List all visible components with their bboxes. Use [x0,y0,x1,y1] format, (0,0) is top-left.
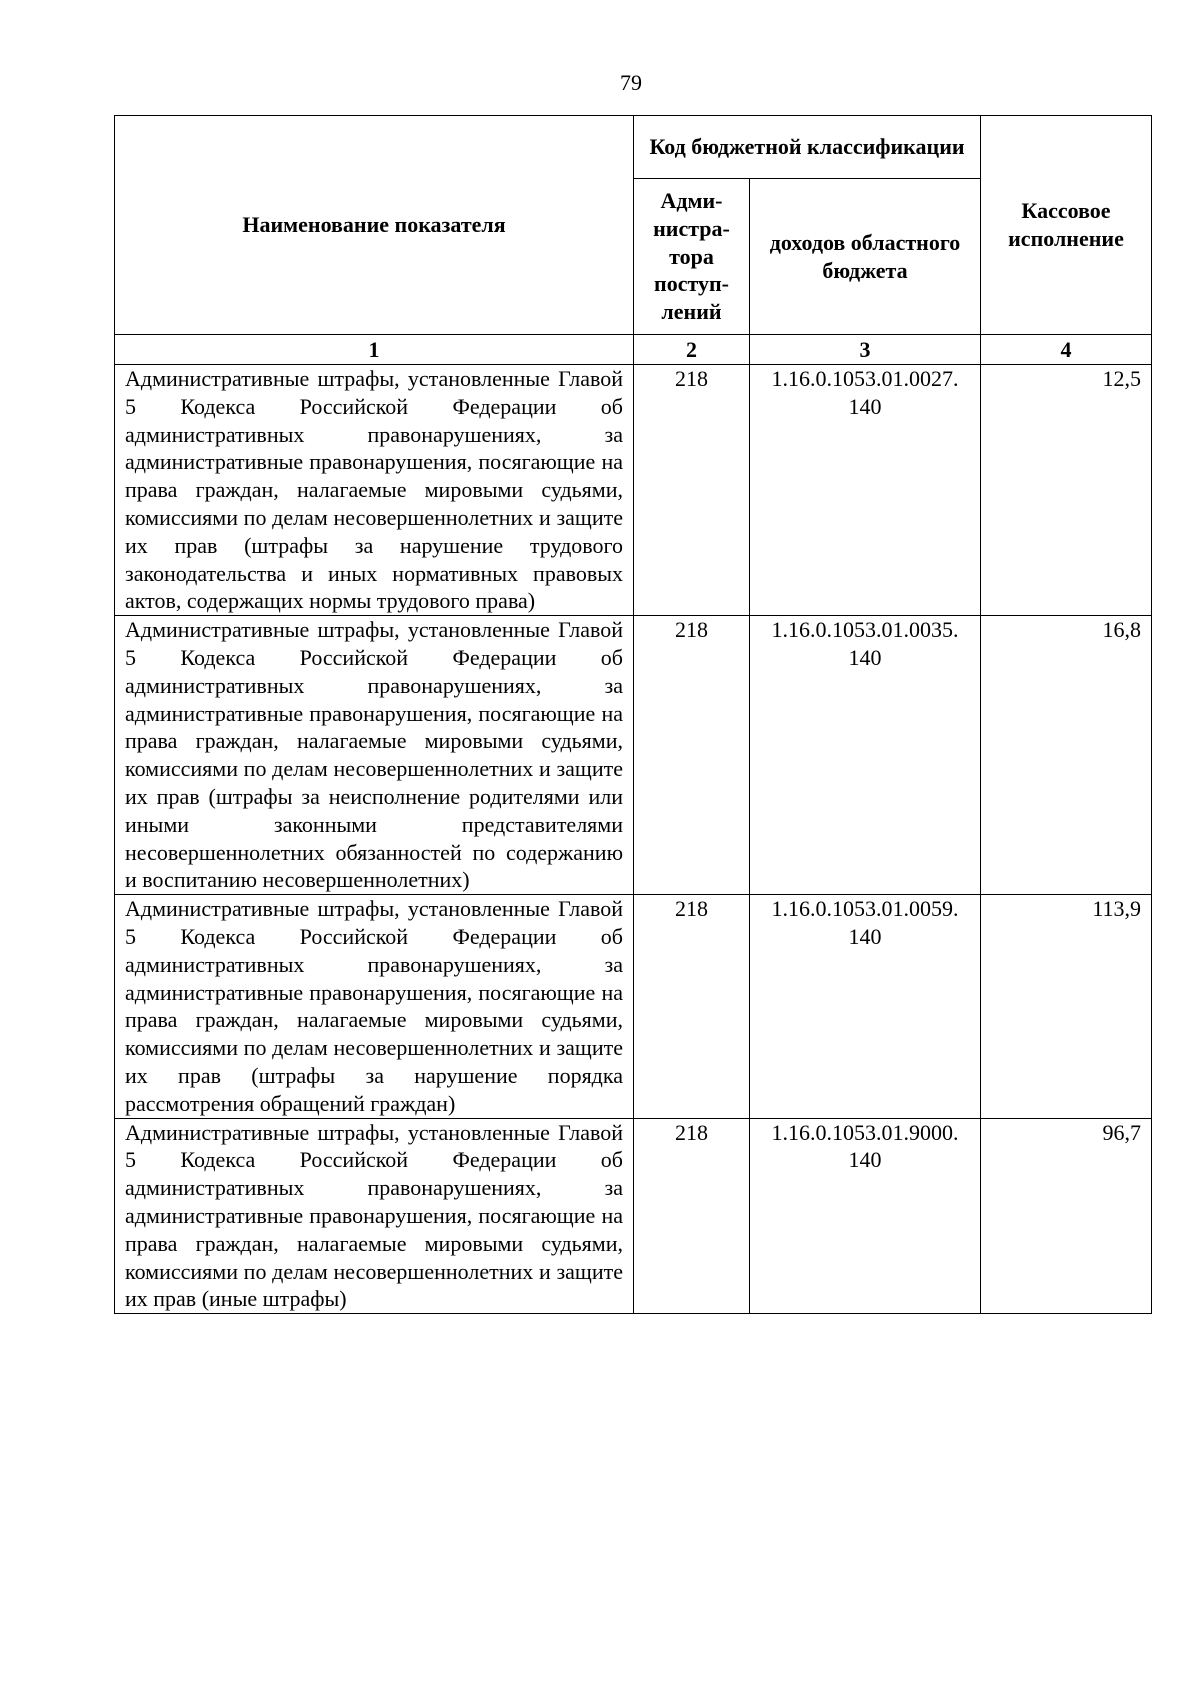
row-admin-code: 218 [634,895,750,1118]
row-income-code: 1.16.0.1053.01.9000. 140 [750,1118,981,1314]
table-row [115,895,1152,1118]
column-number: 2 [634,335,750,365]
row-name: Административные штрафы, установленные Главой 5 Кодекса Российской Федерации об административных правонарушениях, за административные правонарушения, посягающие на права граждан, налагаемые мировыми судьями, комиссиями по делам несовершеннолетних и защите их прав (штрафы за неисполнение родителями или иными законными представителями несовершеннолетних обязанностей по содержанию и воспитанию несовершеннолетних) [115,616,634,895]
row-income-code: 1.16.0.1053.01.0035. 140 [750,616,981,895]
column-number: 1 [115,335,634,365]
row-execution: 96,7 [981,1118,1152,1314]
row-name: Административные штрафы, установленные Главой 5 Кодекса Российской Федерации об административных правонарушениях, за административные правонарушения, посягающие на права граждан, налагаемые мировыми судьями, комиссиями по делам несовершеннолетних и защите их прав (штрафы за нарушение трудового законодательства и иных нормативных правовых актов, содержащих нормы трудового права) [115,365,634,616]
row-execution: 12,5 [981,365,1152,616]
header-admin: Адми-нистра-тора поступ-лений [634,179,750,335]
column-number: 4 [981,335,1152,365]
page-number: 79 [620,70,642,95]
table-row [115,365,1152,616]
table-row [115,616,1152,895]
row-admin-code: 218 [634,1118,750,1314]
row-execution: 16,8 [981,616,1152,895]
row-admin-code: 218 [634,616,750,895]
row-income-code: 1.16.0.1053.01.0059. 140 [750,895,981,1118]
row-execution: 113,9 [981,895,1152,1118]
column-number-row [115,335,1152,365]
header-name: Наименование показателя [115,116,634,335]
table-row [115,1118,1152,1314]
column-number: 3 [750,335,981,365]
header-exec: Кассовое исполнение [981,116,1152,335]
row-admin-code: 218 [634,365,750,616]
budget-table [114,115,1152,1314]
row-name: Административные штрафы, установленные Главой 5 Кодекса Российской Федерации об административных правонарушениях, за административные правонарушения, посягающие на права граждан, налагаемые мировыми судьями, комиссиями по делам несовершеннолетних и защите их прав (штрафы за нарушение порядка рассмотрения обращений граждан) [115,895,634,1118]
row-name: Административные штрафы, установленные Главой 5 Кодекса Российской Федерации об административных правонарушениях, за административные правонарушения, посягающие на права граждан, налагаемые мировыми судьями, комиссиями по делам несовершеннолетних и защите их прав (иные штрафы) [115,1118,634,1314]
header-code-group: Код бюджетной классификации [634,116,981,179]
header-code: доходов областного бюджета [750,179,981,335]
row-income-code: 1.16.0.1053.01.0027. 140 [750,365,981,616]
